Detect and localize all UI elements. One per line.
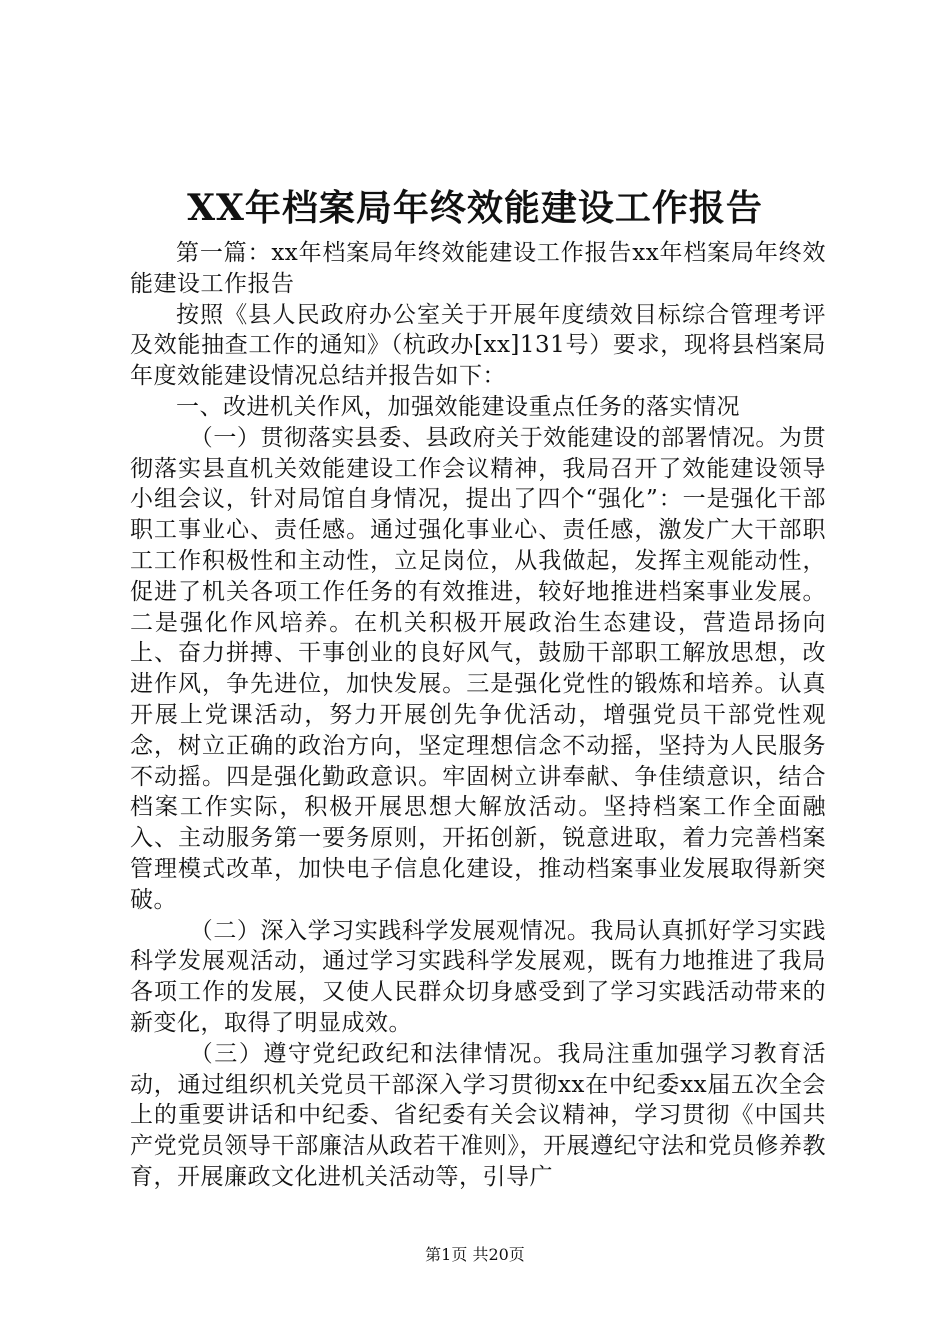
paragraph-intro: 按照《县人民政府办公室关于开展年度绩效目标综合管理考评及效能抽查工作的通知》（杭政办[xx]131号）要求，现将县档案局年度效能建设情况总结并报告如下：: [130, 301, 826, 390]
paragraph-section-1-3: （三）遵守党纪政纪和法律情况。我局注重加强学习教育活动，通过组织机关党员干部深入学习贯彻xx在中纪委xx届五次全会上的重要讲话和中纪委、省纪委有关会议精神，学习贯彻《中国共产党党员领导干部廉洁从政若干准则》，开展遵纪守法和党员修养教育，开展廉政文化进机关活动等，引导广: [130, 1040, 826, 1190]
section-heading-1: 一、改进机关作风，加强效能建设重点任务的落实情况: [176, 393, 740, 420]
paragraph-section-1-1: （一）贯彻落实县委、县政府关于效能建设的部署情况。为贯彻落实县直机关效能建设工作会议精神，我局召开了效能建设领导小组会议，针对局馆自身情况，提出了四个“强化”：一是强化干部职工事业心、责任感。通过强化事业心、责任感，激发广大干部职工工作积极性和主动性，立足岗位，从我做起，发挥主观能动性，促进了机关各项工作任务的有效推进，较好地推进档案事业发展。二是强化作风培养。在机关积极开展政治生态建设，营造昂扬向上、奋力拼搏、干事创业的良好风气，鼓励干部职工解放思想，改进作风，争先进位，加快发展。三是强化党性的锻炼和培养。认真开展上党课活动，努力开展创先争优活动，增强党员干部党性观念，树立正确的政治方向，坚定理想信念不动摇，坚持为人民服务不动摇。四是强化勤政意识。牢固树立讲奉献、争佳绩意识，结合档案工作实际，积极开展思想大解放活动。坚持档案工作全面融入、主动服务第一要务原则，开拓创新，锐意进取，着力完善档案管理模式改革，加快电子信息化建设，推动档案事业发展取得新突破。: [130, 424, 826, 913]
page-number-footer: 第1页 共20页: [425, 1245, 525, 1264]
paragraph-first-chapter: 第一篇：xx年档案局年终效能建设工作报告xx年档案局年终效能建设工作报告: [130, 240, 826, 297]
paragraph-section-1-2: （二）深入学习实践科学发展观情况。我局认真抓好学习实践科学发展观活动，通过学习实践科学发展观，既有力地推进了我局各项工作的发展，又使人民群众切身感受到了学习实践活动带来的新变化，取得了明显成效。: [130, 917, 826, 1036]
document-title: XX年档案局年终效能建设工作报告: [187, 187, 763, 229]
document-body: [130, 238, 826, 1193]
